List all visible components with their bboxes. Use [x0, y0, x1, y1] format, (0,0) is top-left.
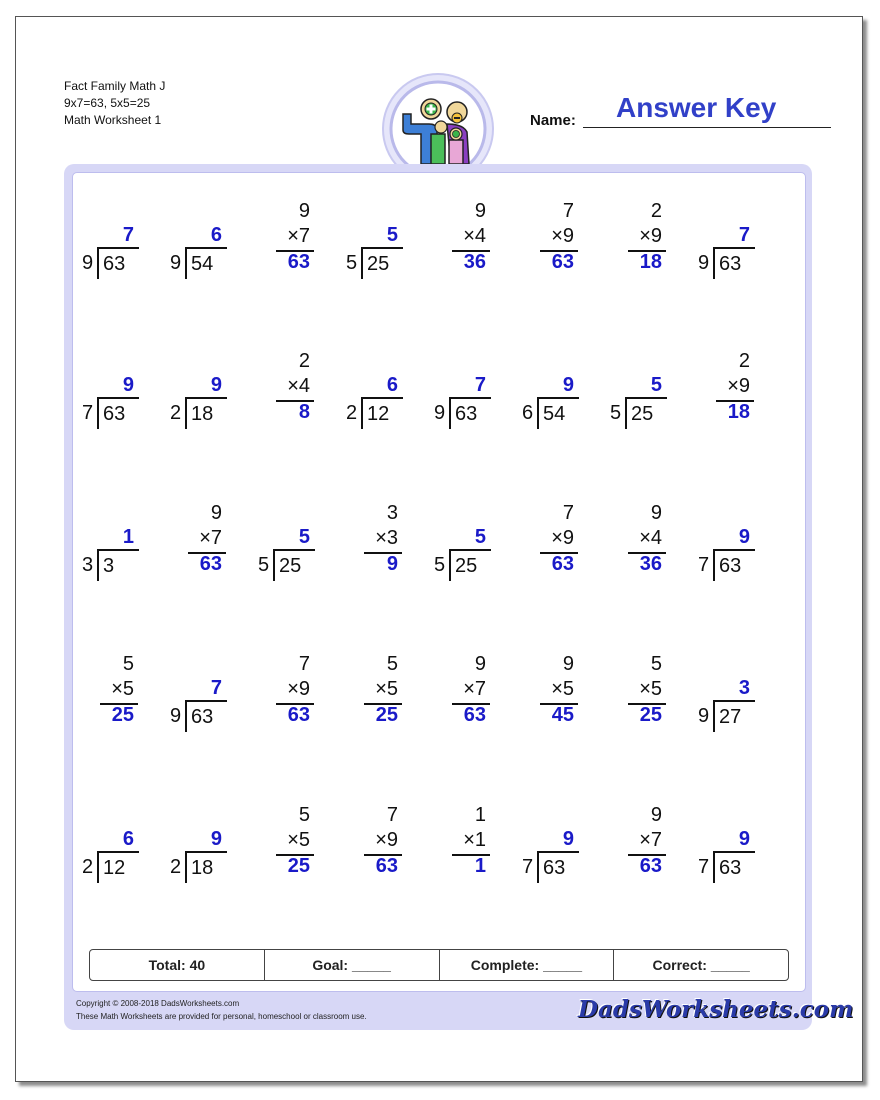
quotient-answer: 5 — [386, 224, 398, 246]
factor-bottom: ×7 — [199, 527, 222, 549]
complete-field: Complete: _____ — [440, 950, 615, 980]
quotient-answer: 9 — [738, 526, 750, 548]
quotient-answer: 9 — [562, 374, 574, 396]
multiplication-problem — [608, 200, 672, 284]
division-bracket — [449, 549, 491, 581]
multiplication-problem — [168, 502, 232, 586]
correct-field: Correct: _____ — [652, 957, 750, 973]
division-bracket — [185, 247, 227, 279]
divisor: 7 — [82, 402, 94, 424]
multiplication-problem — [520, 200, 584, 284]
division-bracket — [713, 851, 755, 883]
worksheet-header — [64, 78, 165, 129]
product-answer: 63 — [375, 855, 398, 877]
dividend: 18 — [191, 403, 214, 425]
factor-bottom: ×7 — [463, 678, 486, 700]
quotient-answer: 6 — [122, 828, 134, 850]
factor-bottom: ×9 — [551, 527, 574, 549]
quotient-answer: 7 — [474, 374, 486, 396]
multiplication-problem — [256, 200, 320, 284]
dividend: 12 — [367, 403, 390, 425]
factor-top: 3 — [386, 502, 398, 524]
usage-notice: These Math Worksheets are provided for personal, homeschool or classroom use. — [76, 1012, 367, 1021]
factor-bottom: ×5 — [111, 678, 134, 700]
division-problem — [520, 350, 584, 434]
product-answer: 63 — [199, 553, 222, 575]
divisor: 9 — [698, 705, 710, 727]
divisor: 7 — [522, 856, 534, 878]
divisor: 9 — [698, 252, 710, 274]
divisor: 7 — [698, 856, 710, 878]
division-problem — [520, 804, 584, 888]
divisor: 9 — [170, 705, 182, 727]
division-bracket — [185, 397, 227, 429]
name-line — [583, 127, 831, 128]
multiplication-problem — [80, 653, 144, 737]
product-answer: 25 — [111, 704, 134, 726]
product-answer: 63 — [639, 855, 662, 877]
division-bracket — [273, 549, 315, 581]
factor-bottom: ×9 — [727, 375, 750, 397]
division-bracket — [361, 247, 403, 279]
division-problem — [168, 350, 232, 434]
division-bracket — [361, 397, 403, 429]
factor-bottom: ×9 — [639, 225, 662, 247]
division-problem — [344, 200, 408, 284]
division-problem — [608, 350, 672, 434]
divisor: 5 — [258, 554, 270, 576]
division-problem — [344, 350, 408, 434]
answer-key-title: Answer Key — [616, 92, 777, 123]
factor-bottom: ×7 — [287, 225, 310, 247]
division-bracket — [185, 851, 227, 883]
multiplication-problem — [432, 804, 496, 888]
factor-bottom: ×5 — [375, 678, 398, 700]
quotient-answer: 5 — [474, 526, 486, 548]
product-answer: 63 — [463, 704, 486, 726]
division-problem — [432, 502, 496, 586]
division-bracket — [97, 549, 139, 581]
quotient-answer: 7 — [122, 224, 134, 246]
division-problem — [696, 653, 760, 737]
divisor: 9 — [434, 402, 446, 424]
division-problem — [432, 350, 496, 434]
total-count: Total: 40 — [90, 950, 265, 980]
product-answer: 45 — [551, 704, 574, 726]
dividend: 63 — [719, 253, 742, 275]
product-answer: 1 — [474, 855, 486, 877]
dividend: 25 — [455, 555, 478, 577]
division-bracket — [449, 397, 491, 429]
factor-bottom: ×4 — [287, 375, 310, 397]
multiplication-problem — [608, 804, 672, 888]
product-answer: 63 — [287, 704, 310, 726]
factor-top: 9 — [210, 502, 222, 524]
factor-bottom: ×1 — [463, 829, 486, 851]
quotient-answer: 6 — [210, 224, 222, 246]
factor-top: 7 — [386, 804, 398, 826]
product-answer: 25 — [287, 855, 310, 877]
divisor: 5 — [610, 402, 622, 424]
factor-bottom: ×4 — [463, 225, 486, 247]
division-problem — [256, 502, 320, 586]
product-answer: 36 — [463, 251, 486, 273]
product-answer: 63 — [287, 251, 310, 273]
multiplication-problem — [256, 653, 320, 737]
divisor: 2 — [170, 402, 182, 424]
factor-bottom: ×9 — [287, 678, 310, 700]
division-bracket — [537, 397, 579, 429]
factor-top: 2 — [650, 200, 662, 222]
divisor: 7 — [698, 554, 710, 576]
divisor: 9 — [82, 252, 94, 274]
division-problem — [80, 200, 144, 284]
division-bracket — [625, 397, 667, 429]
score-bar — [89, 949, 789, 981]
dividend: 63 — [103, 403, 126, 425]
dividend: 54 — [191, 253, 214, 275]
worksheet-number: Math Worksheet 1 — [64, 113, 162, 127]
name-label: Name: — [530, 112, 576, 129]
factor-bottom: ×3 — [375, 527, 398, 549]
division-bracket — [713, 700, 755, 732]
product-answer: 63 — [551, 251, 574, 273]
dividend: 63 — [103, 253, 126, 275]
multiplication-problem — [256, 804, 320, 888]
factor-top: 2 — [298, 350, 310, 372]
dividend: 63 — [191, 706, 214, 728]
multiplication-problem — [344, 804, 408, 888]
multiplication-problem — [608, 502, 672, 586]
product-answer: 8 — [298, 401, 310, 423]
division-bracket — [97, 397, 139, 429]
division-problem — [168, 653, 232, 737]
multiplication-problem — [432, 200, 496, 284]
factor-top: 7 — [562, 502, 574, 524]
product-answer: 18 — [639, 251, 662, 273]
dividend: 18 — [191, 857, 214, 879]
divisor: 2 — [82, 856, 94, 878]
division-bracket — [713, 247, 755, 279]
divisor: 9 — [170, 252, 182, 274]
quotient-answer: 9 — [562, 828, 574, 850]
factor-top: 7 — [298, 653, 310, 675]
multiplication-problem — [520, 653, 584, 737]
quotient-answer: 1 — [122, 526, 134, 548]
product-answer: 18 — [727, 401, 750, 423]
multiplication-problem — [344, 653, 408, 737]
division-bracket — [97, 247, 139, 279]
goal-field: Goal: _____ — [265, 950, 440, 980]
quotient-answer: 3 — [738, 677, 750, 699]
dividend: 63 — [455, 403, 478, 425]
quotient-answer: 5 — [650, 374, 662, 396]
factor-top: 5 — [386, 653, 398, 675]
dividend: 12 — [103, 857, 126, 879]
multiplication-problem — [256, 350, 320, 434]
factor-top: 7 — [562, 200, 574, 222]
factor-top: 5 — [122, 653, 134, 675]
dividend: 25 — [631, 403, 654, 425]
divisor: 5 — [434, 554, 446, 576]
worksheet-subtitle: 9x7=63, 5x5=25 — [64, 96, 151, 110]
quotient-answer: 9 — [210, 374, 222, 396]
quotient-answer: 9 — [738, 828, 750, 850]
factor-bottom: ×9 — [551, 225, 574, 247]
multiplication-problem — [520, 502, 584, 586]
division-bracket — [713, 549, 755, 581]
division-problem — [168, 200, 232, 284]
quotient-answer: 7 — [210, 677, 222, 699]
dividend: 63 — [543, 857, 566, 879]
multiplication-problem — [344, 502, 408, 586]
product-answer: 9 — [386, 553, 398, 575]
factor-top: 9 — [474, 200, 486, 222]
factor-top: 1 — [474, 804, 486, 826]
division-problem — [696, 200, 760, 284]
division-bracket — [185, 700, 227, 732]
brand-logo: DadsWorksheets.com — [578, 996, 854, 1023]
divisor: 2 — [170, 856, 182, 878]
factor-bottom: ×5 — [287, 829, 310, 851]
division-problem — [696, 502, 760, 586]
product-answer: 25 — [639, 704, 662, 726]
factor-top: 5 — [298, 804, 310, 826]
factor-top: 9 — [474, 653, 486, 675]
division-bracket — [537, 851, 579, 883]
division-problem — [80, 350, 144, 434]
quotient-answer: 9 — [210, 828, 222, 850]
factor-top: 9 — [650, 804, 662, 826]
quotient-answer: 7 — [738, 224, 750, 246]
factor-bottom: ×5 — [551, 678, 574, 700]
dividend: 27 — [719, 706, 742, 728]
product-answer: 36 — [639, 553, 662, 575]
factor-bottom: ×4 — [639, 527, 662, 549]
dividend: 25 — [367, 253, 390, 275]
multiplication-problem — [696, 350, 760, 434]
quotient-answer: 6 — [386, 374, 398, 396]
product-answer: 25 — [375, 704, 398, 726]
factor-top: 5 — [650, 653, 662, 675]
divisor: 2 — [346, 402, 358, 424]
factor-top: 9 — [650, 502, 662, 524]
factor-bottom: ×9 — [375, 829, 398, 851]
copyright-line: Copyright © 2008-2018 DadsWorksheets.com — [76, 999, 240, 1008]
division-problem — [80, 804, 144, 888]
division-problem — [80, 502, 144, 586]
dividend: 63 — [719, 555, 742, 577]
factor-bottom: ×5 — [639, 678, 662, 700]
division-problem — [696, 804, 760, 888]
division-bracket — [97, 851, 139, 883]
factor-bottom: ×7 — [639, 829, 662, 851]
divisor: 6 — [522, 402, 534, 424]
worksheet-title: Fact Family Math J — [64, 79, 166, 93]
factor-top: 9 — [562, 653, 574, 675]
product-answer: 63 — [551, 553, 574, 575]
quotient-answer: 5 — [298, 526, 310, 548]
division-problem — [168, 804, 232, 888]
quotient-answer: 9 — [122, 374, 134, 396]
dividend: 25 — [279, 555, 302, 577]
factor-top: 9 — [298, 200, 310, 222]
dividend: 63 — [719, 857, 742, 879]
dividend: 54 — [543, 403, 566, 425]
factor-top: 2 — [738, 350, 750, 372]
divisor: 3 — [82, 554, 94, 576]
multiplication-problem — [432, 653, 496, 737]
multiplication-problem — [608, 653, 672, 737]
divisor: 5 — [346, 252, 358, 274]
dividend: 3 — [103, 555, 115, 577]
